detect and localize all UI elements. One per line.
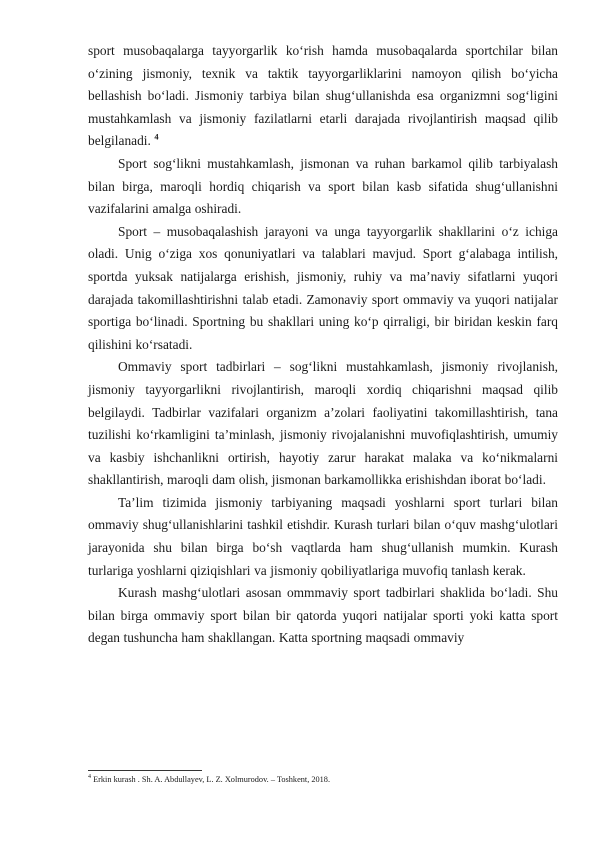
footnote-separator (88, 770, 202, 771)
footnote-text: Erkin kurash . Sh. A. Abdullayev, L. Z. Xolmurodov. – Toshkent, 2018. (93, 775, 331, 784)
paragraph-1-text: sport musobaqalarga tayyorgarlik ko‘rish hamda musobaqalarda sportchilar bilan o‘zining jismoniy, texnik va taktik tayyorgarliklarini namoyon qilish bo‘yicha bellashish bo‘ladi. Jismoniy tarbiya bilan shug‘ullanishda esa organizmni sog‘ligini mustahkamlash va jismoniy fazilatlarni etarli darajada rivojlantirish maqsad qilib belgilanadi. (88, 43, 558, 149)
paragraph-6: Kurash mashg‘ulotlari asosan ommmaviy sport tadbirlari shaklida bo‘ladi. Shu bilan birga ommaviy sport bilan bir qatorda yuqori natijalar sporti yoki katta sport degan tushuncha ham shakllangan. Katta sportning maqsadi ommaviy (88, 585, 558, 646)
footnote-number: 4 (88, 774, 91, 781)
page-body (88, 40, 558, 650)
paragraph-1 (88, 40, 558, 153)
footnote (88, 774, 558, 785)
paragraph-3: Sport – musobaqalashish jarayoni va unga tayyorgarlik shakllarini o‘z ichiga oladi. Unig o‘ziga xos qonuniyatlari va talablari mavjud. Sport g‘alabaga intilish, sportda yuksak natijalarga erishish, jismoniy, ruhiy va ma’naviy sifatlarni yuqori darajada takomillashtirishni talab etadi. Zamonaviy sport ommaviy va yuqori natijalar sportiga bo‘linadi. Sportning bu shakllari uning ko‘p qirraligi, bir biridan keskin farq qilishini ko‘rsatadi. (88, 223, 558, 352)
paragraph-4: Ommaviy sport tadbirlari – sog‘likni mustahkamlash, jismoniy rivojlanish, jismoniy tayyorgarlikni rivojlantirish, maroqli xordiq chiqarishni maqsad qilib belgilaydi. Tadbirlar vazifalari organizm a’zolari faoliyatini takomillashtirish, tana tuzilishi ko‘rkamligini ta’minlash, jismoniy rivojalanishni muvofiqlashtirish, umumiy va kasbiy ishchanlikni ortirish, hayotiy zarur harakat malaka va ko‘nikmalarni shakllantirish, maroqli dam olish, jismonan barkamollikka erishishdan iborat bo‘ladi. (88, 359, 558, 488)
paragraph-5: Ta’lim tizimida jismoniy tarbiyaning maqsadi yoshlarni sport turlari bilan ommaviy shug‘ullanishlarini tashkil etishdir. Kurash turlari bilan o‘quv mashg‘ulotlari jarayonida shu bilan birga bo‘sh vaqtlarda ham shug‘ullanish mumkin. Kurash turlariga yoshlarni qiziqishlari va jismoniy qobiliyatlariga muvofiq tanlash kerak. (88, 494, 558, 578)
footnote-ref[interactable]: 4 (154, 131, 159, 142)
paragraph-2: Sport sog‘likni mustahkamlash, jismonan va ruhan barkamol qilib tarbiyalash bilan birga, maroqli hordiq chiqarish va sport bilan kasb sifatida shug‘ullanishni vazifalarini amalga oshiradi. (88, 155, 558, 217)
